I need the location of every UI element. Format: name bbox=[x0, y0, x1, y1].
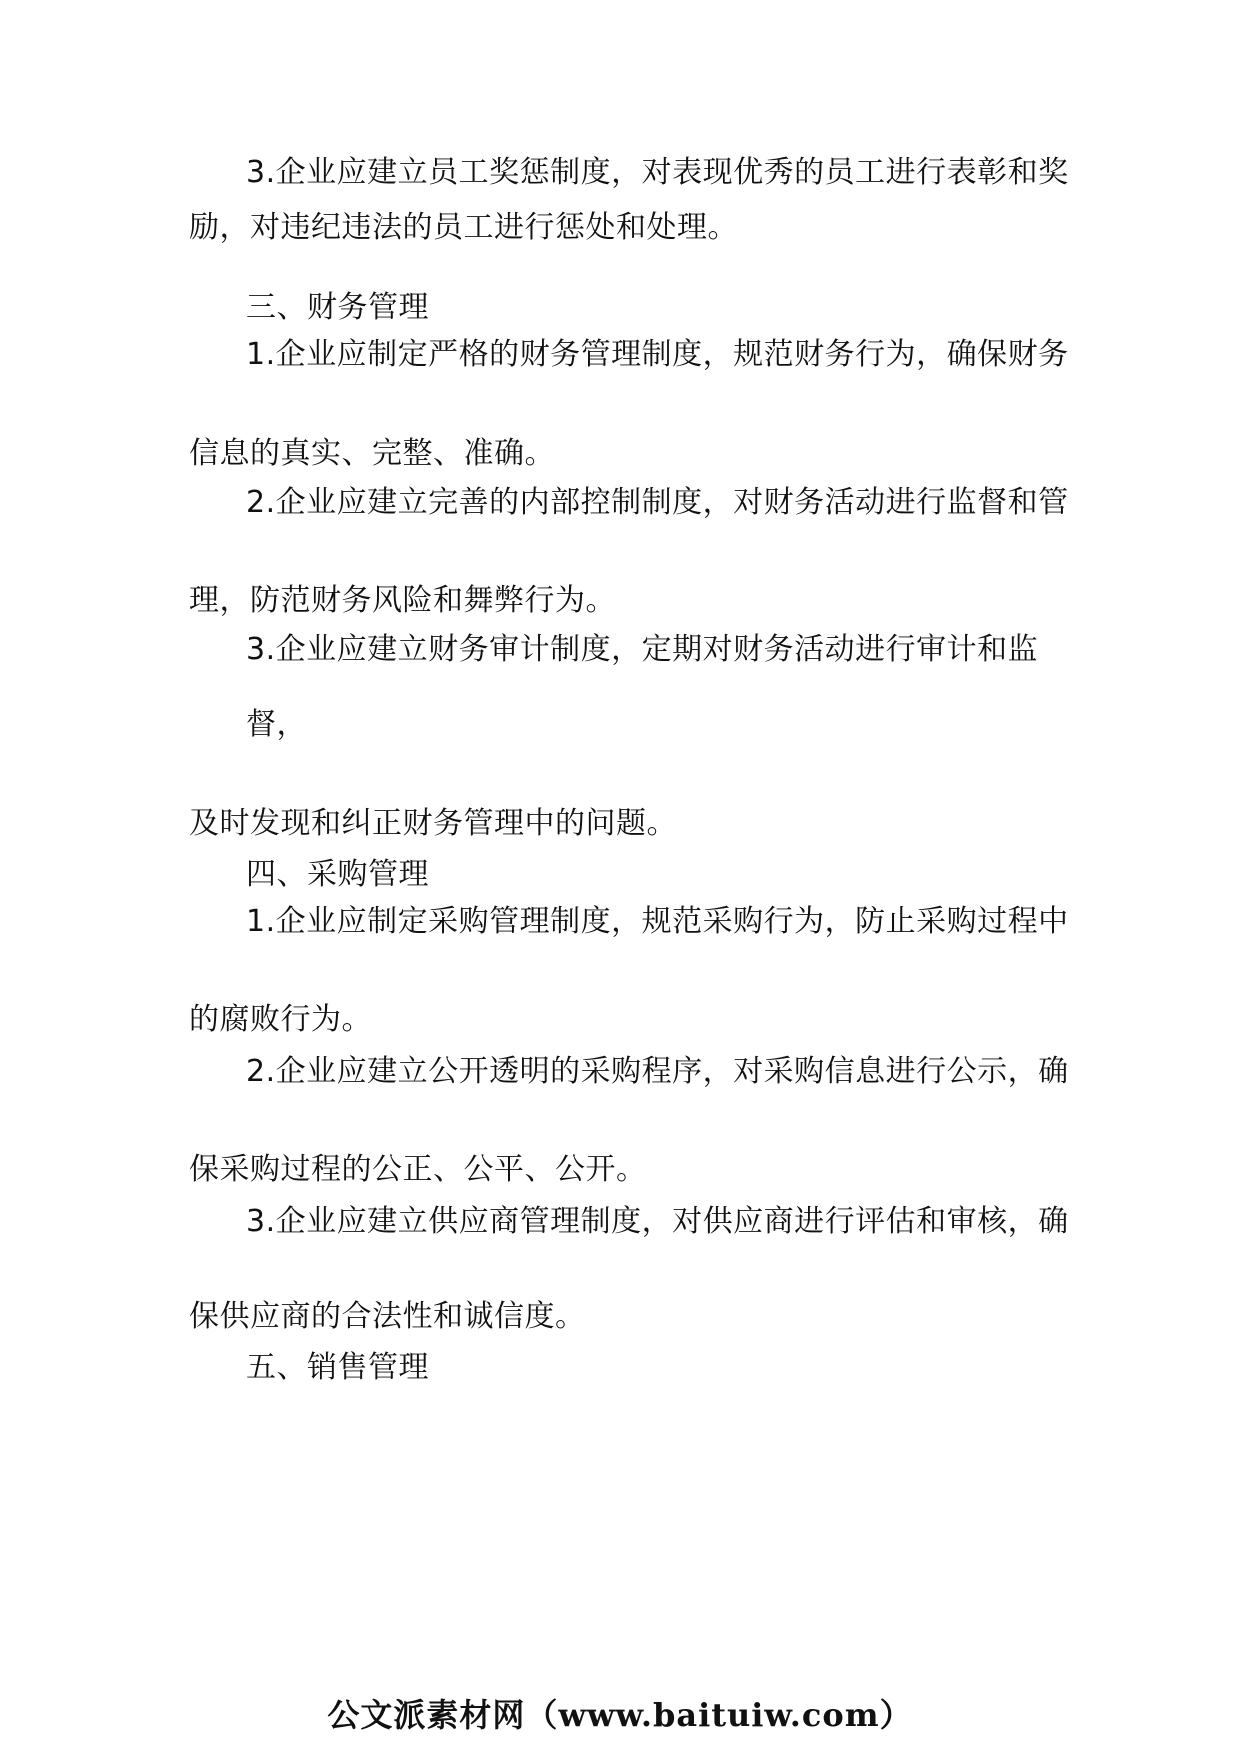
paragraph-line: 2.企业应建立公开透明的采购程序，对采购信息进行公示，确 bbox=[246, 1054, 1069, 1089]
paragraph-line: 保采购过程的公正、公平、公开。 bbox=[189, 1152, 647, 1187]
paragraph-line: 理，防范财务风险和舞弊行为。 bbox=[189, 583, 616, 618]
paragraph-line: 督， bbox=[246, 707, 307, 742]
paragraph-line: 信息的真实、完整、准确。 bbox=[189, 436, 555, 471]
paragraph-line: 保供应商的合法性和诚信度。 bbox=[189, 1299, 586, 1334]
section-heading-finance: 三、财务管理 bbox=[246, 290, 429, 325]
paragraph-line: 2.企业应建立完善的内部控制制度，对财务活动进行监督和管 bbox=[246, 485, 1069, 520]
paragraph-line: 励，对违纪违法的员工进行惩处和处理。 bbox=[189, 210, 738, 245]
paragraph-line: 1.企业应制定严格的财务管理制度，规范财务行为，确保财务 bbox=[246, 337, 1069, 372]
paragraph-line: 3.企业应建立员工奖惩制度，对表现优秀的员工进行表彰和奖 bbox=[246, 155, 1069, 190]
section-heading-sales: 五、销售管理 bbox=[246, 1350, 429, 1385]
paragraph-line: 3.企业应建立财务审计制度，定期对财务活动进行审计和监 bbox=[246, 632, 1039, 667]
paragraph-line: 的腐败行为。 bbox=[189, 1002, 372, 1037]
section-heading-procurement: 四、采购管理 bbox=[246, 857, 429, 892]
paragraph-line: 及时发现和纠正财务管理中的问题。 bbox=[189, 806, 677, 841]
paragraph-line: 3.企业应建立供应商管理制度，对供应商进行评估和审核，确 bbox=[246, 1204, 1069, 1239]
paragraph-line: 1.企业应制定采购管理制度，规范采购行为，防止采购过程中 bbox=[246, 904, 1069, 939]
footer-watermark: 公文派素材网（www.baituiw.com） bbox=[327, 1696, 913, 1734]
